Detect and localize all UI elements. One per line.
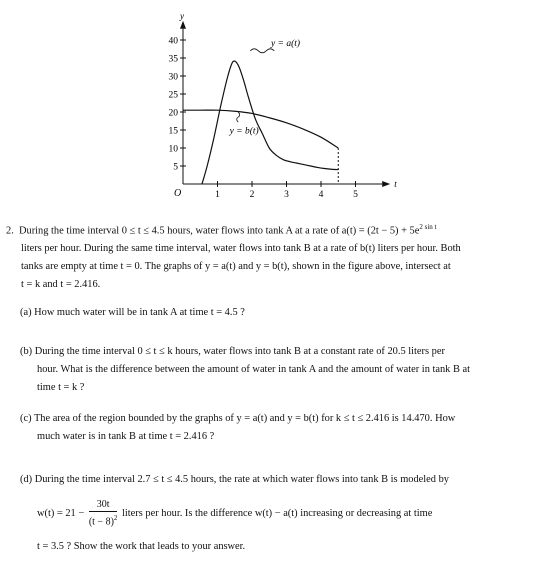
x-tick-label: 5 — [353, 190, 358, 200]
part-b — [20, 343, 535, 397]
part-d-formula-line — [20, 499, 535, 528]
y-tick-label: 25 — [168, 90, 178, 101]
fraction-numerator: 30t — [89, 499, 118, 512]
x-axis-arrow — [382, 181, 390, 187]
intro-line-2: liters per hour. During the same time interval, water flows into tank B at a rate of b(t) liters per hour. Both — [21, 243, 461, 255]
part-c-line-2: much water is in tank B at time t = 2.416 ? — [37, 431, 215, 442]
part-b-line-1: (b) During the time interval 0 ≤ t ≤ k hours, water flows into tank B at a constant rate of 20.5 liters per — [20, 346, 445, 357]
part-a — [20, 304, 530, 322]
part-b-line-3: time t = k ? — [37, 382, 85, 393]
part-c-line-1: (c) The area of the region bounded by the graphs of y = a(t) and y = b(t) for k ≤ t ≤ 2.416 is 14.470. How — [20, 413, 456, 424]
y-tick-label: 10 — [168, 144, 178, 155]
series-a-label: y = a(t) — [270, 39, 301, 50]
y-tick-label: 40 — [168, 36, 178, 47]
problem-intro — [6, 218, 531, 294]
y-tick-label: 30 — [168, 72, 178, 83]
intro-line-3: tanks are empty at time t = 0. The graphs of y = a(t) and y = b(t), shown in the figure above, intersect at — [21, 261, 451, 273]
x-tick-label: 3 — [284, 190, 289, 200]
formula-suffix: liters per hour. Is the difference w(t) − a(t) increasing or decreasing at time — [122, 508, 433, 520]
part-b-line-2: hour. What is the difference between the amount of water in tank A and the amount of water in tank B at — [37, 364, 471, 375]
problem-number: 2. — [6, 225, 14, 237]
y-tick-label: 15 — [168, 126, 178, 137]
formula-prefix: w(t) = 21 − — [37, 508, 85, 520]
figure-graph — [0, 0, 541, 205]
part-a-text: (a) How much water will be in tank A at time t = 4.5 ? — [20, 307, 245, 318]
y-tick-label: 5 — [173, 162, 178, 173]
x-axis-label: t — [394, 179, 397, 189]
part-c — [20, 410, 535, 446]
x-tick-label: 1 — [215, 190, 220, 200]
series-b-label: y = b(t) — [229, 126, 259, 137]
fraction-denominator: $(t - 8)^2$ — [88, 514, 118, 528]
x-tick-label: 2 — [249, 190, 255, 200]
y-tick-label: 20 — [168, 108, 178, 119]
part-d — [20, 471, 535, 556]
series-b-leader — [237, 112, 240, 122]
x-tick-label: 4 — [318, 190, 324, 200]
y-tick-label: 35 — [168, 54, 178, 65]
part-d-line-3: t = 3.5 ? Show the work that leads to your answer. — [37, 541, 246, 553]
y-axis-arrow — [180, 21, 186, 29]
intro-line-4: t = k and t = 2.416. — [21, 279, 101, 291]
y-axis-label: y — [180, 10, 184, 21]
intro-line-1: During the time interval 0 ≤ t ≤ 4.5 hours, water flows into tank A at a rate of a(t) = (2t − 5) + 5e — [19, 225, 420, 237]
series-a-leader — [250, 49, 274, 53]
intro-exponent: 2 sin t — [419, 223, 437, 231]
part-d-line-1: (d) During the time interval 2.7 ≤ t ≤ 4.5 hours, the rate at which water flows into tank B is modeled by — [20, 474, 449, 485]
series-a-curve — [202, 61, 338, 184]
formula-fraction — [89, 499, 118, 528]
origin-label: O — [174, 188, 182, 199]
